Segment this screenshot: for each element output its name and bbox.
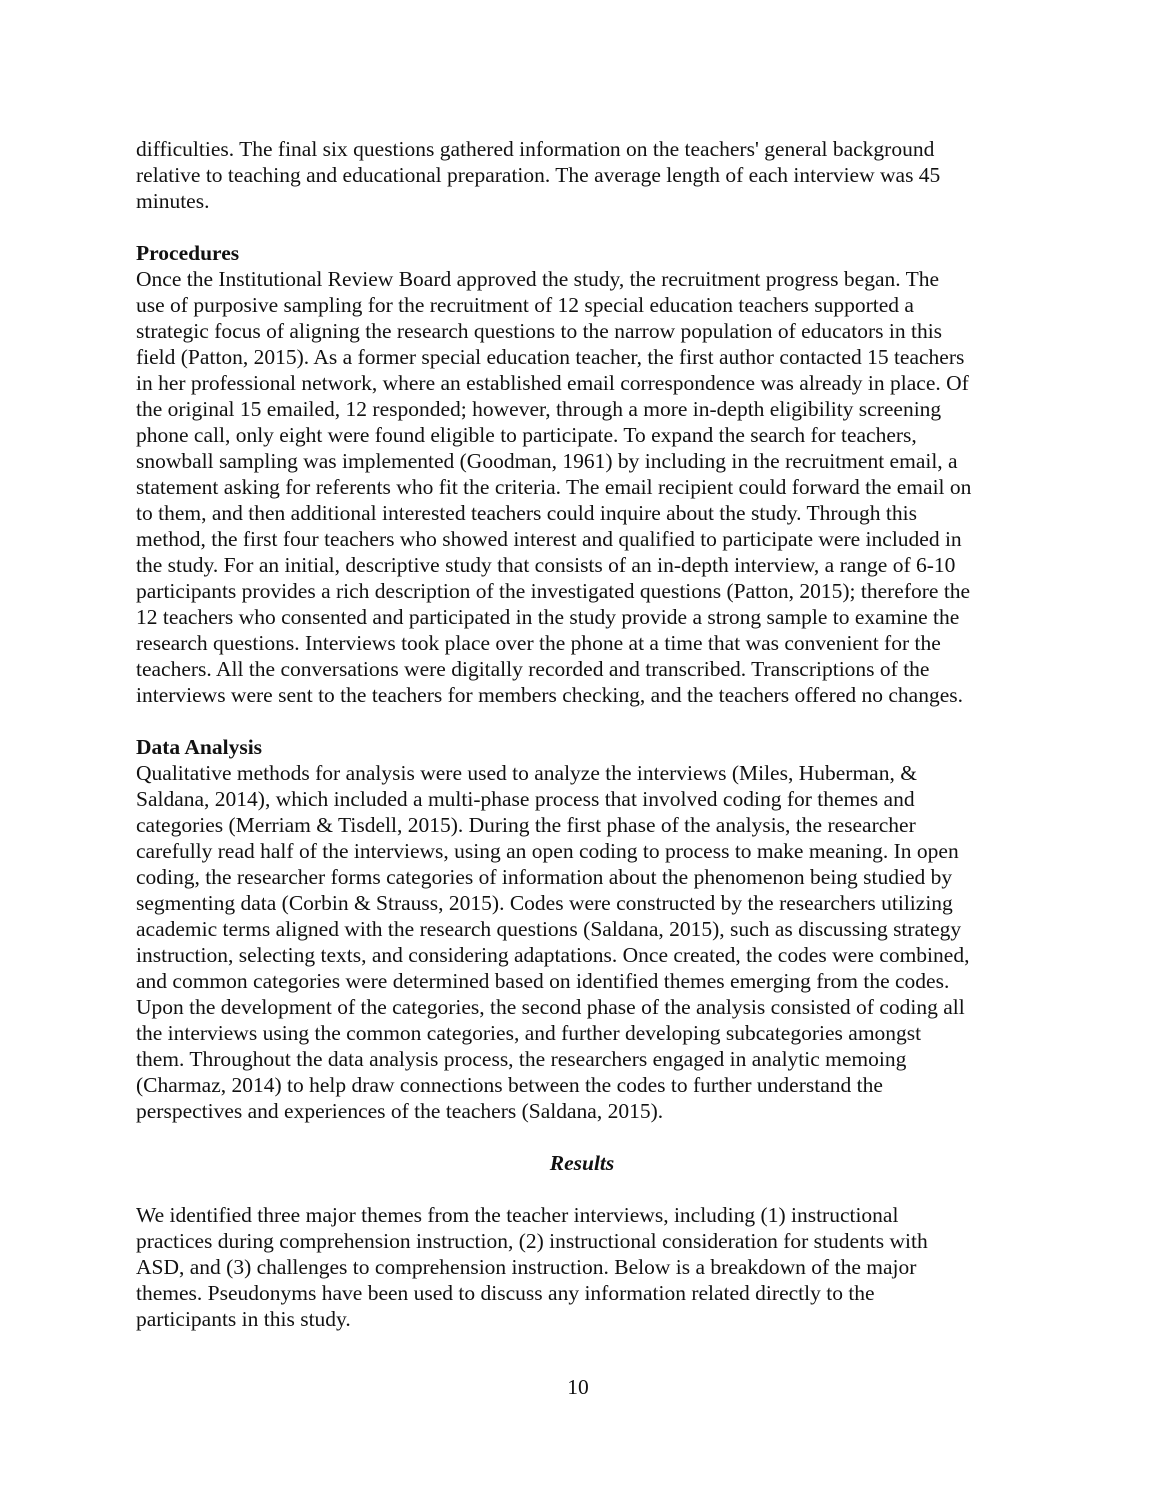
data-analysis-paragraph: Qualitative methods for analysis were used to analyze the interviews (Miles, Huberman, & Saldana, 2014), which included a multi-phase process that involved coding for themes and categories (Merriam & Tisdell, 2015). During the first phase of the analysis, the researcher carefully read half of the interviews, using an open coding to process to make meaning. In open coding, the researcher forms categories of information about the phenomenon being studied by segmenting data (Corbin & Strauss, 2015). Codes were constructed by the researchers utilizing academic terms aligned with the research questions (Saldana, 2015), such as discussing strategy instruction, selecting texts, and considering adaptations. Once created, the codes were combined, and common categories were determined based on identified themes emerging from the codes. Upon the development of the categories, the second phase of the analysis consisted of coding all the interviews using the common categories, and further developing subcategories amongst them. Throughout the data analysis process, the researchers engaged in analytic memoing (Charmaz, 2014) to help draw connections between the codes to further understand the perspectives and experiences of the teachers (Saldana, 2015). [136,761,970,1123]
procedures-heading: Procedures [136,241,240,265]
section-spacer [136,214,1028,240]
results-heading: Results [549,1151,615,1175]
page-body [136,136,1028,1332]
page-number: 10 [567,1375,589,1399]
data-analysis-heading: Data Analysis [136,735,263,759]
section-spacer [136,708,1028,734]
intro-paragraph: difficulties. The final six questions gathered information on the teachers' general background relative to teaching and educational preparation. The average length of each interview was 45 minutes. [136,137,941,213]
section-spacer [136,1176,1028,1202]
procedures-paragraph: Once the Institutional Review Board approved the study, the recruitment progress began. The use of purposive sampling for the recruitment of 12 special education teachers supported a strategic focus of aligning the research questions to the narrow population of educators in this field (Patton, 2015). As a former special education teacher, the first author contacted 15 teachers in her professional network, where an established email correspondence was already in place. Of the original 15 emailed, 12 responded; however, through a more in-depth eligibility screening phone call, only eight were found eligible to participate. To expand the search for teachers, snowball sampling was implemented (Goodman, 1961) by including in the recruitment email, a statement asking for referents who fit the criteria. The email recipient could forward the email on to them, and then additional interested teachers could inquire about the study. Through this method, the first four teachers who showed interest and qualified to participate were included in the study. For an initial, descriptive study that consists of an in-depth interview, a range of 6-10 participants provides a rich description of the investigated questions (Patton, 2015); therefore the 12 teachers who consented and participated in the study provide a strong sample to examine the research questions. Interviews took place over the phone at a time that was convenient for the teachers. All the conversations were digitally recorded and transcribed. Transcriptions of the interviews were sent to the teachers for members checking, and the teachers offered no changes. [136,267,972,707]
results-paragraph: We identified three major themes from the teacher interviews, including (1) instructional practices during comprehension instruction, (2) instructional consideration for students with ASD, and (3) challenges to comprehension instruction. Below is a breakdown of the major themes. Pseudonyms have been used to discuss any information related directly to the participants in this study. [136,1203,928,1331]
section-spacer [136,1124,1028,1150]
